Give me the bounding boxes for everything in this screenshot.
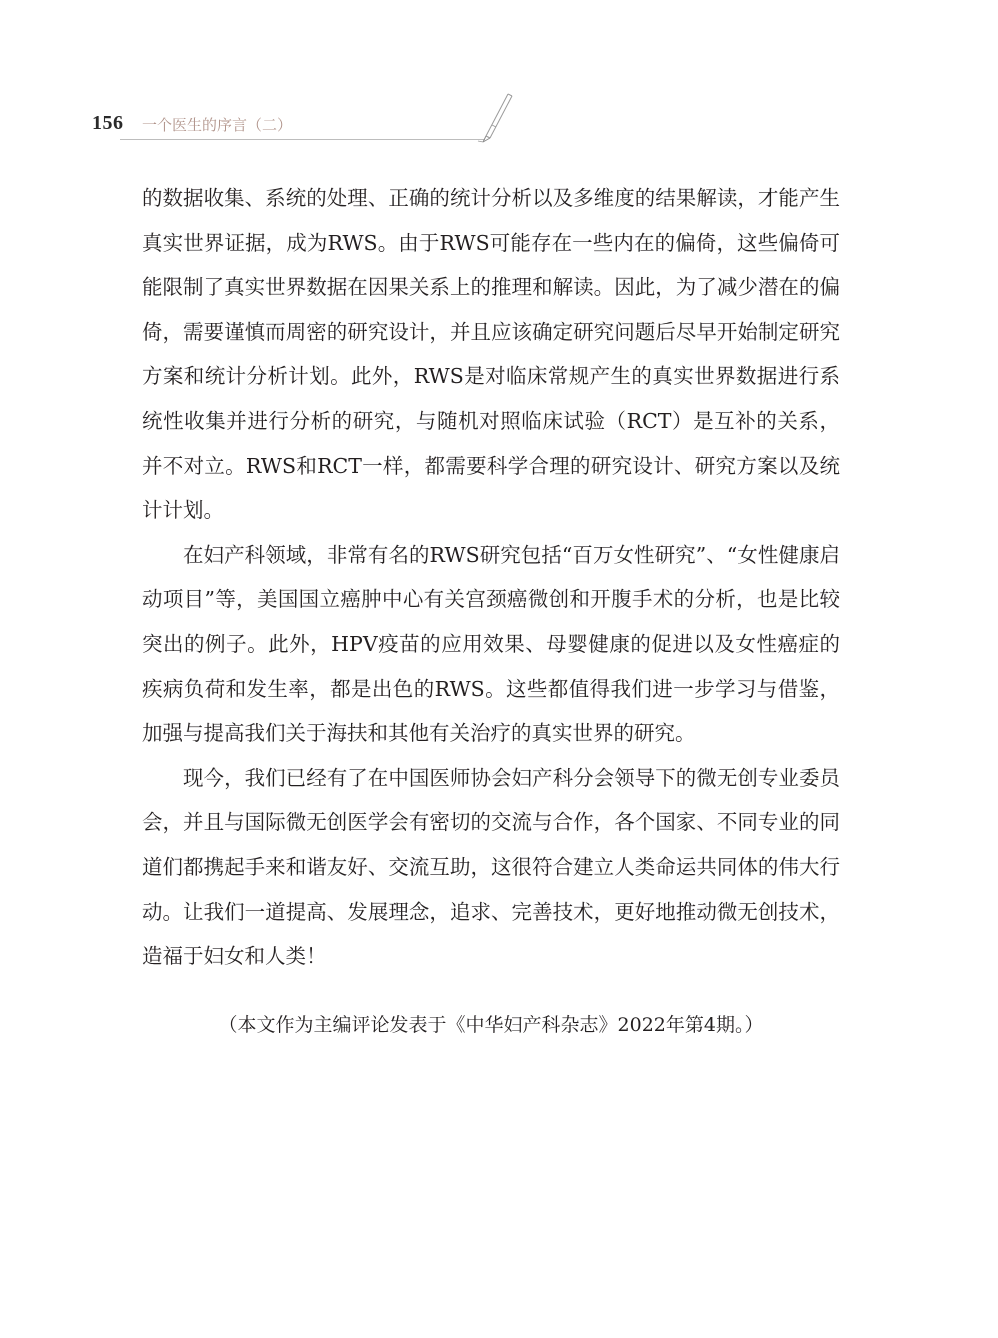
- paragraph-rws-examples: 在妇产科领域，非常有名的RWS研究包括“百万女性研究”、“女性健康启动项目”等，美国国立癌肿中心有关宫颈癌微创和开腹手术的分析，也是比较突出的例子。此外，HPV疫苗的应用效果、母婴健康的促进以及女性癌症的疾病负荷和发生率，都是出色的RWS。这些都值得我们进一步学习与借鉴，加强与提高我们关于海扶和其他有关治疗的真实世界的研究。: [142, 542, 840, 746]
- running-title: 一个医生的序言（二）: [142, 116, 293, 134]
- paragraph-conclusion: 现今，我们已经有了在中国医师协会妇产科分会领导下的微无创专业委员会，并且与国际微无创医学会有密切的交流与合作，各个国家、不同专业的同道们都携起手来和谐友好、交流互助，这很符合建立人类命运共同体的伟大行动。让我们一道提高、发展理念，追求、完善技术，更好地推动微无创技术，造福于妇女和人类！: [142, 765, 840, 969]
- article-body: [142, 176, 840, 979]
- publication-note: （本文作为主编评论发表于《中华妇产科杂志》2022年第4期。）: [218, 1014, 764, 1036]
- pen-icon: [470, 92, 518, 144]
- page-number: 156: [92, 112, 124, 134]
- header-divider: [120, 139, 485, 140]
- paragraph-continuation: 的数据收集、系统的处理、正确的统计分析以及多维度的结果解读，才能产生真实世界证据，成为RWS。由于RWS可能存在一些内在的偏倚，这些偏倚可能限制了真实世界数据在因果关系上的推理和解读。因此，为了减少潜在的偏倚，需要谨慎而周密的研究设计，并且应该确定研究问题后尽早开始制定研究方案和统计分析计划。此外，RWS是对临床常规产生的真实世界数据进行系统性收集并进行分析的研究，与随机对照临床试验（RCT）是互补的关系，并不对立。RWS和RCT一样，都需要科学合理的研究设计、研究方案以及统计计划。: [142, 186, 840, 523]
